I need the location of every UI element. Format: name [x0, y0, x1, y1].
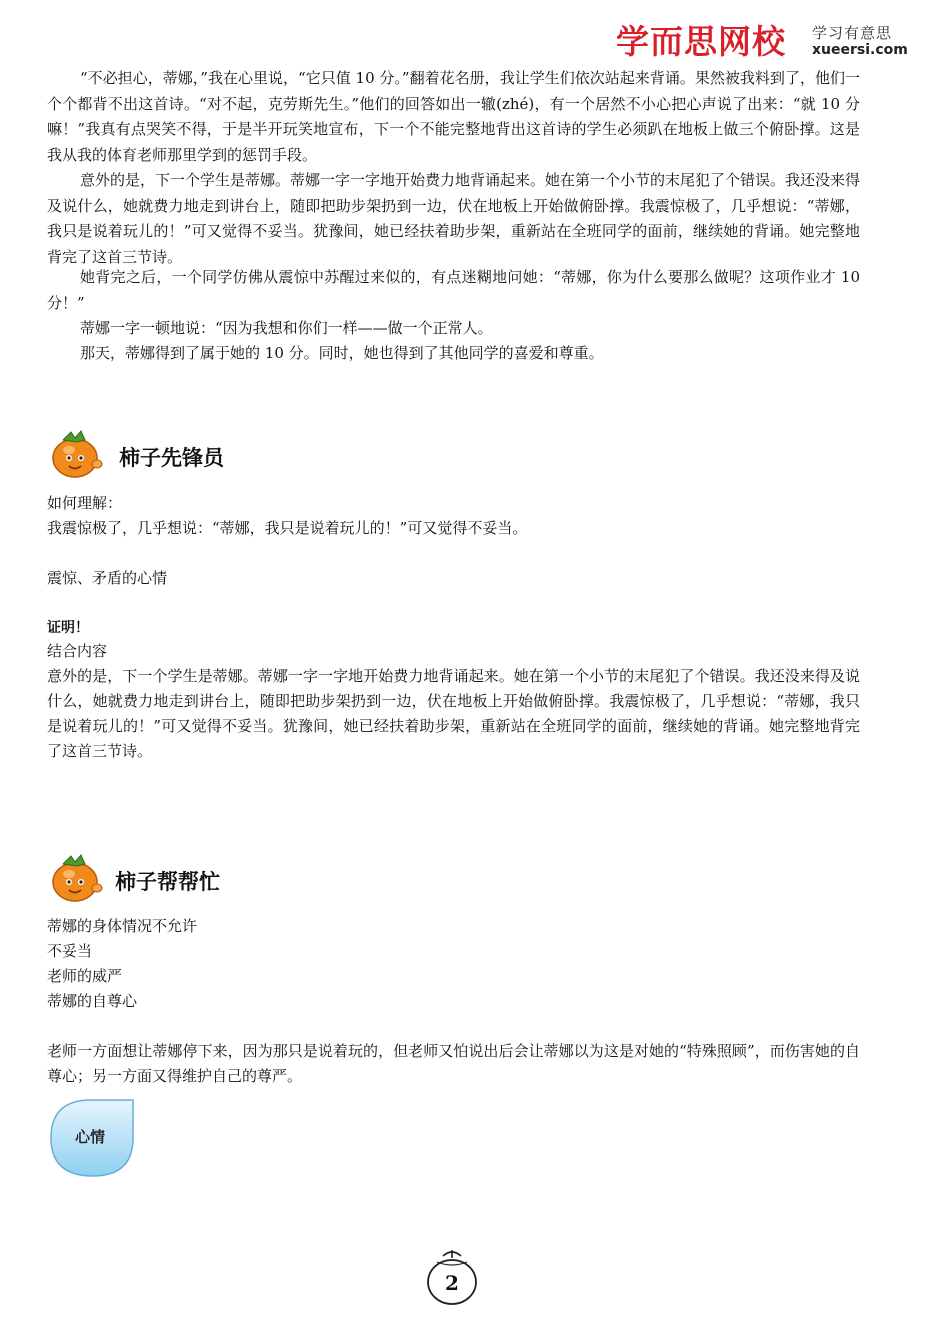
question-label: 如何理解：	[47, 494, 123, 512]
page-number-badge	[423, 1246, 481, 1308]
context-text: 意外的是，下一个学生是蒂娜。蒂娜一字一字地开始费力地背诵起来。她在第一个小节的末尾犯了个错误。我还没来得及说什么，她就费力地走到讲台上，随即把助步架扔到一边，伏在地板上开始做俯卧撑。我震惊极了，几乎想说：“蒂娜，我只是说着玩儿的！”可又觉得不妥当。犹豫间，她已经扶着助步架，重新站在全班同学的面前，继续她的背诵。她完整地背完了这首三节诗。	[47, 667, 860, 760]
brand-name: 学而思网校	[616, 22, 786, 61]
story-paragraph-5: 那天，蒂娜得到了属于她的 10 分。同时，她也得到了其他同学的喜爱和尊重。	[80, 344, 604, 362]
brand-slogan: 学习有意思	[812, 24, 893, 42]
section-title: 柿子帮帮忙	[115, 870, 220, 894]
answer-text: 震惊、矛盾的心情	[47, 569, 168, 587]
story-paragraph-3: 她背完之后，一个同学仿佛从震惊中苏醒过来似的，有点迷糊地问她：“蒂娜，你为什么要那么做呢？这项作业才 10 分！”	[47, 268, 860, 312]
mood-label: 心情	[74, 1128, 105, 1146]
section-header-pioneer	[47, 428, 347, 488]
story-paragraph-4: 蒂娜一字一顿地说：“因为我想和你们一样——做一个正常人。	[80, 319, 493, 337]
persimmon-mascot-icon	[47, 428, 111, 480]
point-item: 蒂娜的身体情况不允许	[47, 917, 198, 935]
story-paragraph-2: 意外的是，下一个学生是蒂娜。蒂娜一字一字地开始费力地背诵起来。她在第一个小节的末尾犯了个错误。我还没来得及说什么，她就费力地走到讲台上，随即把助步架扔到一边，伏在地板上开始做俯卧撑。我震惊极了，几乎想说：“蒂娜，我只是说着玩儿的！”可又觉得不妥当。犹豫间，她已经扶着助步架，重新站在全班同学的面前，继续她的背诵。她完整地背完了这首三节诗。	[47, 171, 861, 266]
brand-url: xueersi.com	[812, 42, 908, 58]
section-title: 柿子先锋员	[119, 446, 224, 470]
section-header-help	[47, 852, 347, 912]
story-paragraph-1: “不必担心，蒂娜，”我在心里说，“它只值 10 分。”翻着花名册，我让学生们依次站起来背诵。果然被我料到了，他们一个个都背不出这首诗。“对不起，克劳斯先生。”他们的回答如出一辙(zhé)，有一个居然不小心把心声说了出来：“就 10 分嘛！”我真有点哭笑不得，于是半开玩笑地宣布，下一个不能完整地背出这首诗的学生必须趴在地板上做三个俯卧撑。这是我从我的体育老师那里学到的惩罚手段。	[47, 69, 860, 164]
explanation-text: 老师一方面想让蒂娜停下来，因为那只是说着玩的，但老师又怕说出后会让蒂娜以为这是对她的“特殊照顾”，而伤害她的自尊心；另一方面又得维护自己的尊严。	[47, 1042, 860, 1085]
quote-text: 我震惊极了，几乎想说：“蒂娜，我只是说着玩儿的！”可又觉得不妥当。	[47, 519, 528, 537]
brand-logo	[616, 16, 926, 62]
persimmon-mascot-icon	[47, 852, 111, 904]
point-item: 蒂娜的自尊心	[47, 992, 138, 1010]
point-item: 老师的威严	[47, 967, 123, 985]
page-number: 2	[445, 1271, 459, 1295]
proof-label: 证明！	[47, 620, 89, 636]
context-label: 结合内容	[47, 642, 108, 660]
mood-badge	[47, 1098, 137, 1178]
point-item: 不妥当	[47, 942, 93, 960]
